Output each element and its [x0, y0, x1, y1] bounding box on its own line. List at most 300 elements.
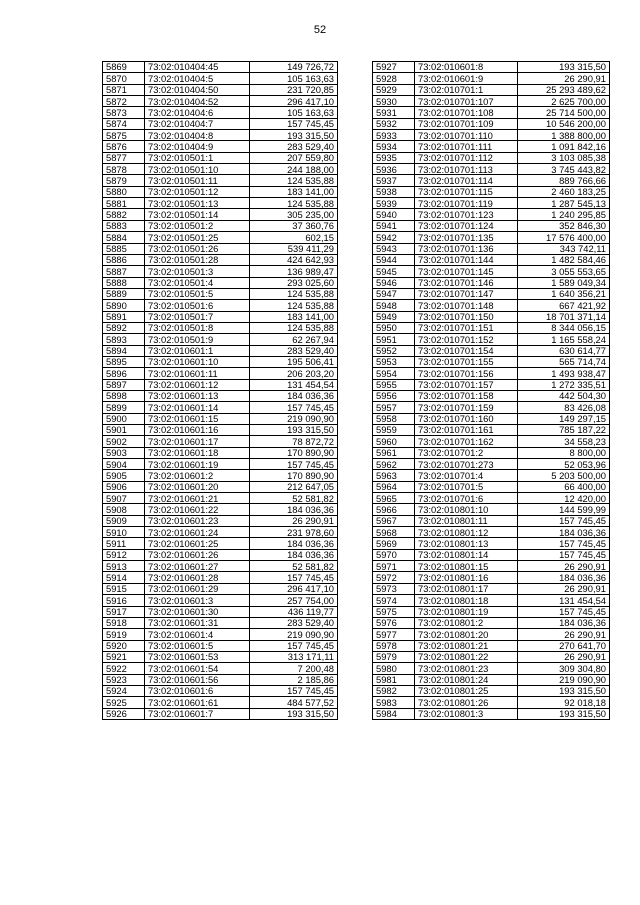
cadastral-number: 73:02:010601:31 [145, 617, 250, 628]
cadastral-number: 73:02:010501:28 [145, 254, 250, 265]
cadastral-value: 293 025,60 [250, 277, 338, 288]
row-number: 5950 [373, 322, 415, 333]
cadastral-value: 26 290,91 [518, 73, 610, 84]
table-row [373, 220, 610, 231]
cadastral-value: 183 141,00 [250, 186, 338, 197]
cadastral-number: 73:02:010501:5 [145, 288, 250, 299]
cadastral-number: 73:02:010701:111 [415, 141, 518, 152]
cadastral-number: 73:02:010404:9 [145, 141, 250, 152]
table-row [103, 209, 338, 220]
cadastral-number: 73:02:010601:25 [145, 538, 250, 549]
cadastral-number: 73:02:010701:1 [415, 84, 518, 95]
row-number: 5967 [373, 515, 415, 526]
table-row [373, 640, 610, 651]
row-number: 5923 [103, 674, 145, 685]
cadastral-value: 157 745,45 [518, 538, 610, 549]
cadastral-value: 124 535,88 [250, 322, 338, 333]
table-row [373, 243, 610, 254]
table-row [103, 447, 338, 458]
cadastral-number: 73:02:010801:14 [415, 549, 518, 560]
row-number: 5972 [373, 572, 415, 583]
cadastral-value: 667 421,92 [518, 300, 610, 311]
table-row [373, 334, 610, 345]
table-row [373, 674, 610, 685]
cadastral-value: 207 559,80 [250, 152, 338, 163]
table-row [103, 164, 338, 175]
cadastral-number: 73:02:010601:8 [415, 62, 518, 73]
table-row [103, 152, 338, 163]
table-row [373, 481, 610, 492]
table-row [373, 493, 610, 504]
table-row [373, 504, 610, 515]
table-row [373, 254, 610, 265]
row-number: 5939 [373, 198, 415, 209]
cadastral-number: 73:02:010404:50 [145, 84, 250, 95]
cadastral-value: 296 417,10 [250, 583, 338, 594]
cadastral-number: 73:02:010501:9 [145, 334, 250, 345]
table-row [103, 697, 338, 708]
table-row [103, 266, 338, 277]
row-number: 5877 [103, 152, 145, 163]
cadastral-value: 26 290,91 [518, 583, 610, 594]
cadastral-number: 73:02:010501:4 [145, 277, 250, 288]
cadastral-value: 157 745,45 [250, 459, 338, 470]
row-number: 5947 [373, 288, 415, 299]
cadastral-number: 73:02:010701:114 [415, 175, 518, 186]
row-number: 5888 [103, 277, 145, 288]
register-table-left-body [103, 62, 338, 720]
cadastral-value: 1 287 545,13 [518, 198, 610, 209]
cadastral-number: 73:02:010404:45 [145, 62, 250, 73]
row-number: 5872 [103, 96, 145, 107]
cadastral-value: 1 388 800,00 [518, 130, 610, 141]
table-row [103, 606, 338, 617]
cadastral-number: 73:02:010601:10 [145, 356, 250, 367]
cadastral-number: 73:02:010701:108 [415, 107, 518, 118]
cadastral-value: 5 203 500,00 [518, 470, 610, 481]
row-number: 5962 [373, 459, 415, 470]
cadastral-value: 78 872,72 [250, 436, 338, 447]
register-table-right-body [373, 62, 610, 720]
cadastral-value: 3 745 443,82 [518, 164, 610, 175]
table-row [103, 595, 338, 606]
cadastral-number: 73:02:010501:14 [145, 209, 250, 220]
cadastral-number: 73:02:010801:3 [415, 708, 518, 719]
row-number: 5891 [103, 311, 145, 322]
table-row [373, 322, 610, 333]
cadastral-value: 8 800,00 [518, 447, 610, 458]
row-number: 5945 [373, 266, 415, 277]
row-number: 5932 [373, 118, 415, 129]
row-number: 5914 [103, 572, 145, 583]
cadastral-number: 73:02:010601:17 [145, 436, 250, 447]
table-row [373, 595, 610, 606]
cadastral-number: 73:02:010601:22 [145, 504, 250, 515]
row-number: 5970 [373, 549, 415, 560]
row-number: 5883 [103, 220, 145, 231]
row-number: 5920 [103, 640, 145, 651]
cadastral-value: 52 581,82 [250, 561, 338, 572]
row-number: 5941 [373, 220, 415, 231]
cadastral-number: 73:02:010701:136 [415, 243, 518, 254]
table-row [103, 425, 338, 436]
cadastral-number: 73:02:010801:15 [415, 561, 518, 572]
row-number: 5953 [373, 356, 415, 367]
cadastral-value: 157 745,45 [250, 640, 338, 651]
table-row [103, 663, 338, 674]
cadastral-number: 73:02:010701:109 [415, 118, 518, 129]
row-number: 5881 [103, 198, 145, 209]
cadastral-value: 131 454,54 [250, 379, 338, 390]
row-number: 5913 [103, 561, 145, 572]
table-row [373, 436, 610, 447]
cadastral-value: 25 293 489,62 [518, 84, 610, 95]
row-number: 5973 [373, 583, 415, 594]
table-row [373, 186, 610, 197]
cadastral-value: 193 315,50 [518, 708, 610, 719]
row-number: 5901 [103, 425, 145, 436]
cadastral-number: 73:02:010701:159 [415, 402, 518, 413]
table-row [373, 708, 610, 719]
table-row [103, 334, 338, 345]
table-row [373, 209, 610, 220]
row-number: 5974 [373, 595, 415, 606]
row-number: 5966 [373, 504, 415, 515]
cadastral-value: 2 185,86 [250, 674, 338, 685]
table-row [373, 356, 610, 367]
table-row [373, 617, 610, 628]
cadastral-number: 73:02:010601:21 [145, 493, 250, 504]
cadastral-number: 73:02:010701:145 [415, 266, 518, 277]
table-row [373, 583, 610, 594]
row-number: 5915 [103, 583, 145, 594]
cadastral-number: 73:02:010701:107 [415, 96, 518, 107]
cadastral-number: 73:02:010701:6 [415, 493, 518, 504]
cadastral-value: 10 546 200,00 [518, 118, 610, 129]
table-row [103, 617, 338, 628]
cadastral-number: 73:02:010601:19 [145, 459, 250, 470]
row-number: 5963 [373, 470, 415, 481]
row-number: 5922 [103, 663, 145, 674]
cadastral-number: 73:02:010601:23 [145, 515, 250, 526]
cadastral-value: 283 529,40 [250, 141, 338, 152]
cadastral-value: 26 290,91 [250, 515, 338, 526]
cadastral-value: 184 036,36 [250, 538, 338, 549]
row-number: 5954 [373, 368, 415, 379]
cadastral-number: 73:02:010501:2 [145, 220, 250, 231]
row-number: 5896 [103, 368, 145, 379]
table-row [103, 538, 338, 549]
row-number: 5906 [103, 481, 145, 492]
table-row [103, 311, 338, 322]
row-number: 5916 [103, 595, 145, 606]
table-row [103, 322, 338, 333]
row-number: 5936 [373, 164, 415, 175]
table-row [373, 572, 610, 583]
table-row [103, 368, 338, 379]
cadastral-number: 73:02:010601:29 [145, 583, 250, 594]
register-table-right [372, 61, 610, 720]
cadastral-value: 484 577,52 [250, 697, 338, 708]
table-row [373, 402, 610, 413]
cadastral-number: 73:02:010701:161 [415, 425, 518, 436]
cadastral-number: 73:02:010801:17 [415, 583, 518, 594]
cadastral-value: 1 640 356,21 [518, 288, 610, 299]
cadastral-number: 73:02:010701:110 [415, 130, 518, 141]
row-number: 5959 [373, 425, 415, 436]
cadastral-value: 66 400,00 [518, 481, 610, 492]
cadastral-number: 73:02:010404:6 [145, 107, 250, 118]
table-row [103, 198, 338, 209]
cadastral-number: 73:02:010801:12 [415, 527, 518, 538]
cadastral-number: 73:02:010601:9 [415, 73, 518, 84]
cadastral-number: 73:02:010601:4 [145, 629, 250, 640]
table-row [103, 356, 338, 367]
cadastral-value: 170 890,90 [250, 470, 338, 481]
cadastral-value: 2 460 183,25 [518, 186, 610, 197]
table-row [103, 243, 338, 254]
cadastral-number: 73:02:010601:28 [145, 572, 250, 583]
table-row [373, 425, 610, 436]
row-number: 5870 [103, 73, 145, 84]
row-number: 5890 [103, 300, 145, 311]
table-row [373, 130, 610, 141]
cadastral-value: 1 589 049,34 [518, 277, 610, 288]
cadastral-number: 73:02:010701:152 [415, 334, 518, 345]
cadastral-value: 170 890,90 [250, 447, 338, 458]
cadastral-value: 257 754,00 [250, 595, 338, 606]
table-row [103, 629, 338, 640]
cadastral-number: 73:02:010601:13 [145, 390, 250, 401]
cadastral-number: 73:02:010601:6 [145, 685, 250, 696]
cadastral-value: 183 141,00 [250, 311, 338, 322]
row-number: 5882 [103, 209, 145, 220]
cadastral-value: 424 642,93 [250, 254, 338, 265]
table-row [103, 390, 338, 401]
cadastral-value: 442 504,30 [518, 390, 610, 401]
cadastral-number: 73:02:010601:12 [145, 379, 250, 390]
cadastral-value: 131 454,54 [518, 595, 610, 606]
table-row [373, 84, 610, 95]
cadastral-value: 3 055 553,65 [518, 266, 610, 277]
cadastral-number: 73:02:010501:12 [145, 186, 250, 197]
row-number: 5971 [373, 561, 415, 572]
cadastral-value: 26 290,91 [518, 651, 610, 662]
cadastral-value: 157 745,45 [518, 549, 610, 560]
table-row [103, 651, 338, 662]
row-number: 5934 [373, 141, 415, 152]
table-row [103, 413, 338, 424]
cadastral-value: 193 315,50 [250, 425, 338, 436]
cadastral-number: 73:02:010501:8 [145, 322, 250, 333]
cadastral-value: 1 165 558,24 [518, 334, 610, 345]
cadastral-value: 313 171,11 [250, 651, 338, 662]
cadastral-value: 124 535,88 [250, 288, 338, 299]
table-row [373, 107, 610, 118]
register-table-left [102, 61, 338, 720]
cadastral-value: 8 344 056,15 [518, 322, 610, 333]
cadastral-value: 1 091 842,16 [518, 141, 610, 152]
cadastral-value: 105 163,63 [250, 107, 338, 118]
cadastral-number: 73:02:010701:4 [415, 470, 518, 481]
table-row [373, 164, 610, 175]
table-row [103, 459, 338, 470]
row-number: 5977 [373, 629, 415, 640]
row-number: 5958 [373, 413, 415, 424]
cadastral-number: 73:02:010601:18 [145, 447, 250, 458]
table-row [103, 470, 338, 481]
cadastral-number: 73:02:010601:7 [145, 708, 250, 719]
cadastral-value: 26 290,91 [518, 629, 610, 640]
cadastral-value: 124 535,88 [250, 198, 338, 209]
row-number: 5948 [373, 300, 415, 311]
row-number: 5871 [103, 84, 145, 95]
row-number: 5908 [103, 504, 145, 515]
cadastral-number: 73:02:010501:11 [145, 175, 250, 186]
table-row [103, 232, 338, 243]
row-number: 5979 [373, 651, 415, 662]
cadastral-number: 73:02:010701:2 [415, 447, 518, 458]
row-number: 5900 [103, 413, 145, 424]
cadastral-value: 231 720,85 [250, 84, 338, 95]
row-number: 5949 [373, 311, 415, 322]
row-number: 5904 [103, 459, 145, 470]
row-number: 5895 [103, 356, 145, 367]
row-number: 5921 [103, 651, 145, 662]
row-number: 5964 [373, 481, 415, 492]
cadastral-number: 73:02:010801:18 [415, 595, 518, 606]
cadastral-number: 73:02:010701:160 [415, 413, 518, 424]
cadastral-value: 3 103 085,38 [518, 152, 610, 163]
cadastral-number: 73:02:010501:1 [145, 152, 250, 163]
row-number: 5907 [103, 493, 145, 504]
cadastral-number: 73:02:010601:24 [145, 527, 250, 538]
cadastral-number: 73:02:010501:7 [145, 311, 250, 322]
table-row [373, 561, 610, 572]
table-row [373, 606, 610, 617]
cadastral-value: 12 420,00 [518, 493, 610, 504]
cadastral-value: 7 200,48 [250, 663, 338, 674]
row-number: 5905 [103, 470, 145, 481]
cadastral-number: 73:02:010701:151 [415, 322, 518, 333]
table-row [103, 436, 338, 447]
cadastral-value: 184 036,36 [518, 617, 610, 628]
table-row [103, 62, 338, 73]
cadastral-value: 26 290,91 [518, 561, 610, 572]
table-row [373, 141, 610, 152]
table-row [373, 311, 610, 322]
cadastral-number: 73:02:010601:14 [145, 402, 250, 413]
row-number: 5886 [103, 254, 145, 265]
table-row [373, 685, 610, 696]
cadastral-number: 73:02:010501:13 [145, 198, 250, 209]
cadastral-number: 73:02:010601:53 [145, 651, 250, 662]
cadastral-value: 124 535,88 [250, 175, 338, 186]
row-number: 5946 [373, 277, 415, 288]
cadastral-value: 343 742,11 [518, 243, 610, 254]
cadastral-value: 283 529,40 [250, 345, 338, 356]
table-row [103, 493, 338, 504]
cadastral-value: 157 745,45 [250, 572, 338, 583]
cadastral-value: 195 506,41 [250, 356, 338, 367]
table-row [373, 447, 610, 458]
cadastral-number: 73:02:010701:155 [415, 356, 518, 367]
row-number: 5943 [373, 243, 415, 254]
cadastral-number: 73:02:010701:112 [415, 152, 518, 163]
table-row [103, 118, 338, 129]
table-row [373, 288, 610, 299]
table-row [103, 96, 338, 107]
table-row [373, 73, 610, 84]
row-number: 5978 [373, 640, 415, 651]
row-number: 5935 [373, 152, 415, 163]
cadastral-value: 352 846,30 [518, 220, 610, 231]
table-row [103, 84, 338, 95]
cadastral-value: 785 187,22 [518, 425, 610, 436]
cadastral-value: 212 647,05 [250, 481, 338, 492]
cadastral-number: 73:02:010601:2 [145, 470, 250, 481]
table-row [103, 674, 338, 685]
cadastral-value: 34 558,23 [518, 436, 610, 447]
cadastral-value: 62 267,94 [250, 334, 338, 345]
table-row [373, 379, 610, 390]
row-number: 5889 [103, 288, 145, 299]
cadastral-value: 2 625 700,00 [518, 96, 610, 107]
row-number: 5885 [103, 243, 145, 254]
row-number: 5880 [103, 186, 145, 197]
table-row [103, 504, 338, 515]
row-number: 5938 [373, 186, 415, 197]
table-row [373, 175, 610, 186]
cadastral-value: 184 036,36 [518, 572, 610, 583]
cadastral-number: 73:02:010801:22 [415, 651, 518, 662]
row-number: 5919 [103, 629, 145, 640]
cadastral-value: 436 119,77 [250, 606, 338, 617]
table-row [103, 220, 338, 231]
row-number: 5925 [103, 697, 145, 708]
cadastral-number: 73:02:010801:23 [415, 663, 518, 674]
cadastral-value: 1 482 584,46 [518, 254, 610, 265]
row-number: 5897 [103, 379, 145, 390]
table-row [373, 470, 610, 481]
cadastral-number: 73:02:010801:13 [415, 538, 518, 549]
cadastral-value: 184 036,36 [518, 527, 610, 538]
cadastral-value: 124 535,88 [250, 300, 338, 311]
row-number: 5976 [373, 617, 415, 628]
cadastral-value: 219 090,90 [250, 413, 338, 424]
cadastral-number: 73:02:010404:7 [145, 118, 250, 129]
table-row [103, 254, 338, 265]
row-number: 5879 [103, 175, 145, 186]
cadastral-number: 73:02:010801:21 [415, 640, 518, 651]
cadastral-value: 193 315,50 [518, 685, 610, 696]
table-row [373, 527, 610, 538]
row-number: 5894 [103, 345, 145, 356]
cadastral-value: 144 599,99 [518, 504, 610, 515]
cadastral-number: 73:02:010601:54 [145, 663, 250, 674]
table-row [103, 708, 338, 719]
cadastral-value: 1 240 295,85 [518, 209, 610, 220]
row-number: 5937 [373, 175, 415, 186]
cadastral-value: 157 745,45 [518, 606, 610, 617]
cadastral-number: 73:02:010801:16 [415, 572, 518, 583]
cadastral-number: 73:02:010701:5 [415, 481, 518, 492]
table-row [103, 481, 338, 492]
table-row [103, 515, 338, 526]
row-number: 5884 [103, 232, 145, 243]
cadastral-number: 73:02:010701:156 [415, 368, 518, 379]
row-number: 5955 [373, 379, 415, 390]
